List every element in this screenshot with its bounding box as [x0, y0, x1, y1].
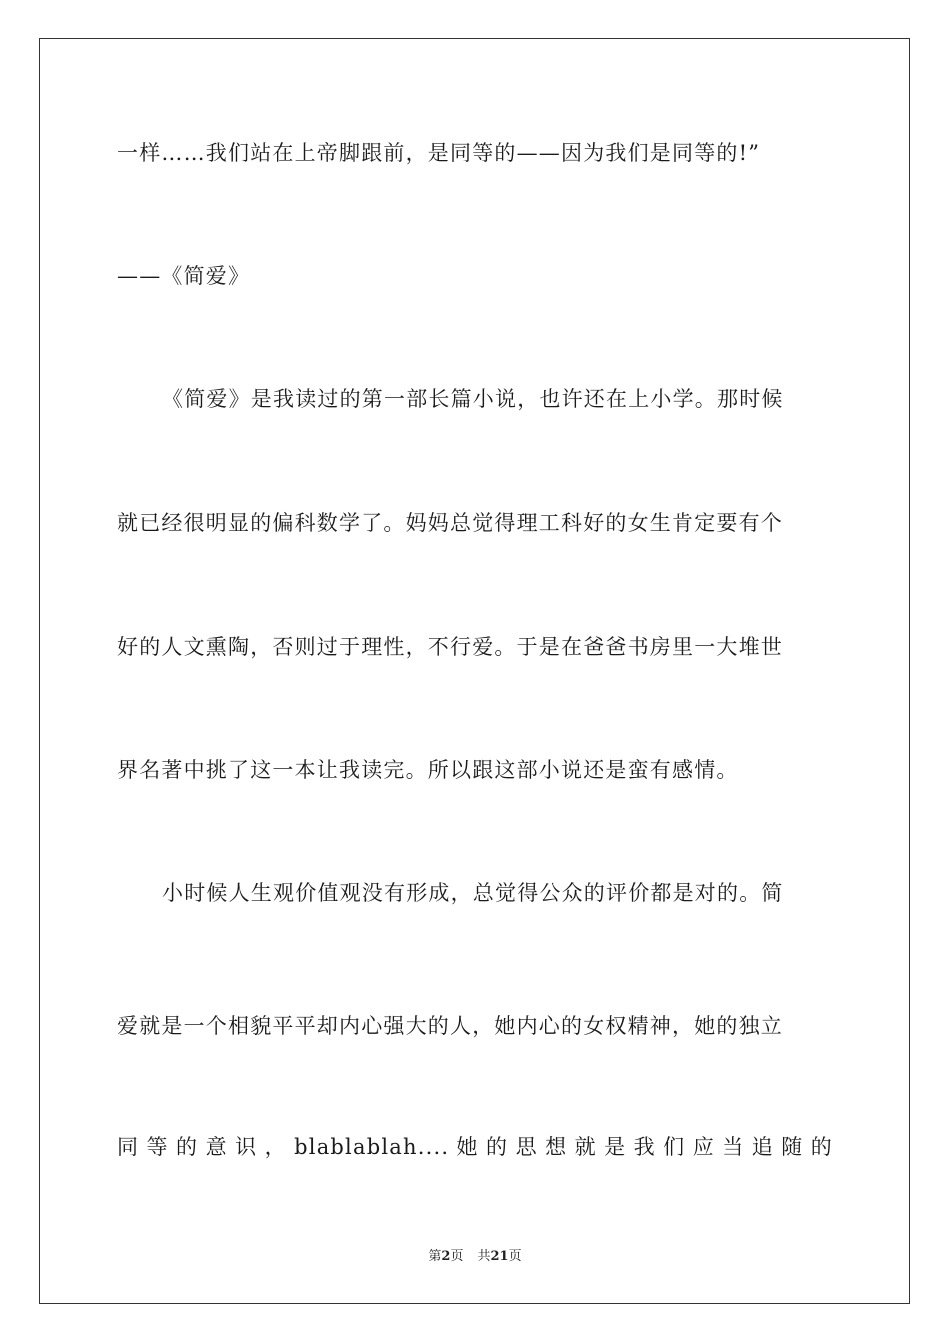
page-border [39, 38, 910, 1304]
page-footer [0, 1248, 950, 1266]
text-line-2: ——《简爱》 [117, 264, 251, 288]
text-line-3: 《简爱》是我读过的第一部长篇小说，也许还在上小学。那时候 [162, 387, 784, 411]
footer-total-prefix: 共 [477, 1249, 491, 1264]
text-line-9: 同等的意识，blablablah....她的思想就是我们应当追随的 [117, 1135, 833, 1159]
text-line-5: 好的人文熏陶，否则过于理性，不行爱。于是在爸爸书房里一大堆世 [117, 635, 783, 659]
text-line-1: 一样……我们站在上帝脚跟前，是同等的——因为我们是同等的!” [117, 141, 761, 165]
text-line-8: 爱就是一个相貌平平却内心强大的人，她内心的女权精神，她的独立 [117, 1014, 783, 1038]
text-line-6: 界名著中挑了这一本让我读完。所以跟这部小说还是蛮有感情。 [117, 758, 739, 782]
footer-page-prefix: 第 [428, 1249, 442, 1264]
footer-page-suffix: 页 [450, 1249, 464, 1264]
footer-total-pages: 21 [490, 1249, 509, 1264]
footer-total-suffix: 页 [508, 1249, 522, 1264]
text-line-4: 就已经很明显的偏科数学了。妈妈总觉得理工科好的女生肯定要有个 [117, 511, 783, 535]
text-line-7: 小时候人生观价值观没有形成，总觉得公众的评价都是对的。简 [162, 881, 784, 905]
footer-page-number: 2 [441, 1249, 451, 1264]
